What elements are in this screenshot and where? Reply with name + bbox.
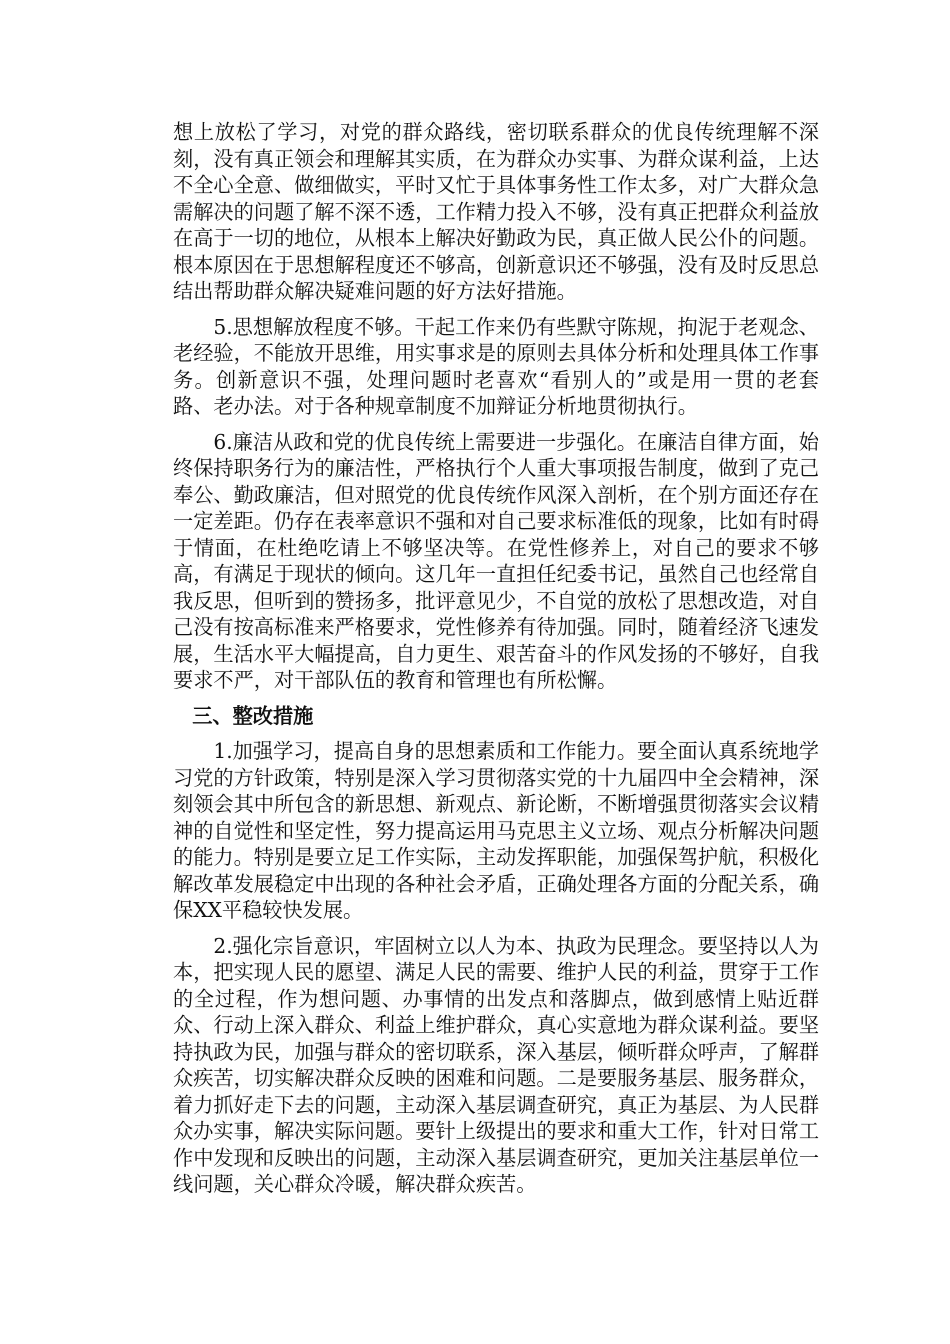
paragraph-continuation: 想上放松了学习，对党的群众路线，密切联系群众的优良传统理解不深刻，没有真正领会和理解其实质，在为群众办实事、为群众谋利益，上达不全心全意、做细做实，平时又忙于具体事务性工作太多，对广大群众急需解决的问题了解不深不透，工作精力投入不够，没有真正把群众利益放在高于一切的地位，从根本上解决好勤政为民，真正做人民公仆的问题。根本原因在于思想解程度还不够高，创新意识还不够强，没有及时反思总结出帮助群众解决疑难问题的好方法好措施。: [173, 120, 820, 303]
paragraph-measure-2: 2.强化宗旨意识，牢固树立以人为本、执政为民理念。要坚持以人为本，把实现人民的愿望、满足人民的需要、维护人民的利益，贯穿于工作的全过程，作为想问题、办事情的出发点和落脚点，做到感情上贴近群众、行动上深入群众、利益上维护群众，真心实意地为群众谋利益。要坚持执政为民，加强与群众的密切联系，深入基层，倾听群众呼声，了解群众疾苦，切实解决群众反映的困难和问题。二是要服务基层、服务群众，着力抓好走下去的问题，主动深入基层调查研究，真正为基层、为人民群众办实事，解决实际问题。要针上级提出的要求和重大工作，针对日常工作中发现和反映出的问题，主动深入基层调查研究，更加关注基层单位一线问题，关心群众冷暖，解决群众疾苦。: [173, 933, 820, 1196]
document-page: [173, 119, 819, 1207]
paragraph-item-6: 6.廉洁从政和党的优良传统上需要进一步强化。在廉洁自律方面，始终保持职务行为的廉洁性，严格执行个人重大事项报告制度，做到了克己奉公、勤政廉洁，但对照党的优良传统作风深入剖析，在个别方面还存在一定差距。仍存在表率意识不强和对自己要求标准低的现象，比如有时碍于情面，在杜绝吃请上不够坚决等。在党性修养上，对自己的要求不够高，有满足于现状的倾向。这几年一直担任纪委书记，虽然自己也经常自我反思，但听到的赞扬多，批评意见少，不自觉的放松了思想改造，对自己没有按高标准来严格要求，党性修养有待加强。同时，随着经济飞速发展，生活水平大幅提高，自力更生、艰苦奋斗的作风发扬的不够好，自我要求不严，对干部队伍的教育和管理也有所松懈。: [173, 429, 820, 692]
paragraph-measure-1: 1.加强学习，提高自身的思想素质和工作能力。要全面认真系统地学习党的方针政策，特别是深入学习贯彻落实党的十九届四中全会精神，深刻领会其中所包含的新思想、新观点、新论断，不断增强贯彻落实会议精神的自觉性和坚定性，努力提高运用马克思主义立场、观点分析解决问题的能力。特别是要立足工作实际，主动发挥职能，加强保驾护航，积极化解改革发展稳定中出现的各种社会矛盾，正确处理各方面的分配关系，确保XX平稳较快发展。: [173, 739, 820, 922]
section-heading: 三、整改措施: [192, 703, 314, 728]
paragraph-item-5: 5.思想解放程度不够。干起工作来仍有些默守陈规，拘泥于老观念、老经验，不能放开思维，用实事求是的原则去具体分析和处理具体工作事务。创新意识不强，处理问题时老喜欢“看别人的”或是用一贯的老套路、老办法。对于各种规章制度不加辩证分析地贯彻执行。: [173, 314, 820, 418]
